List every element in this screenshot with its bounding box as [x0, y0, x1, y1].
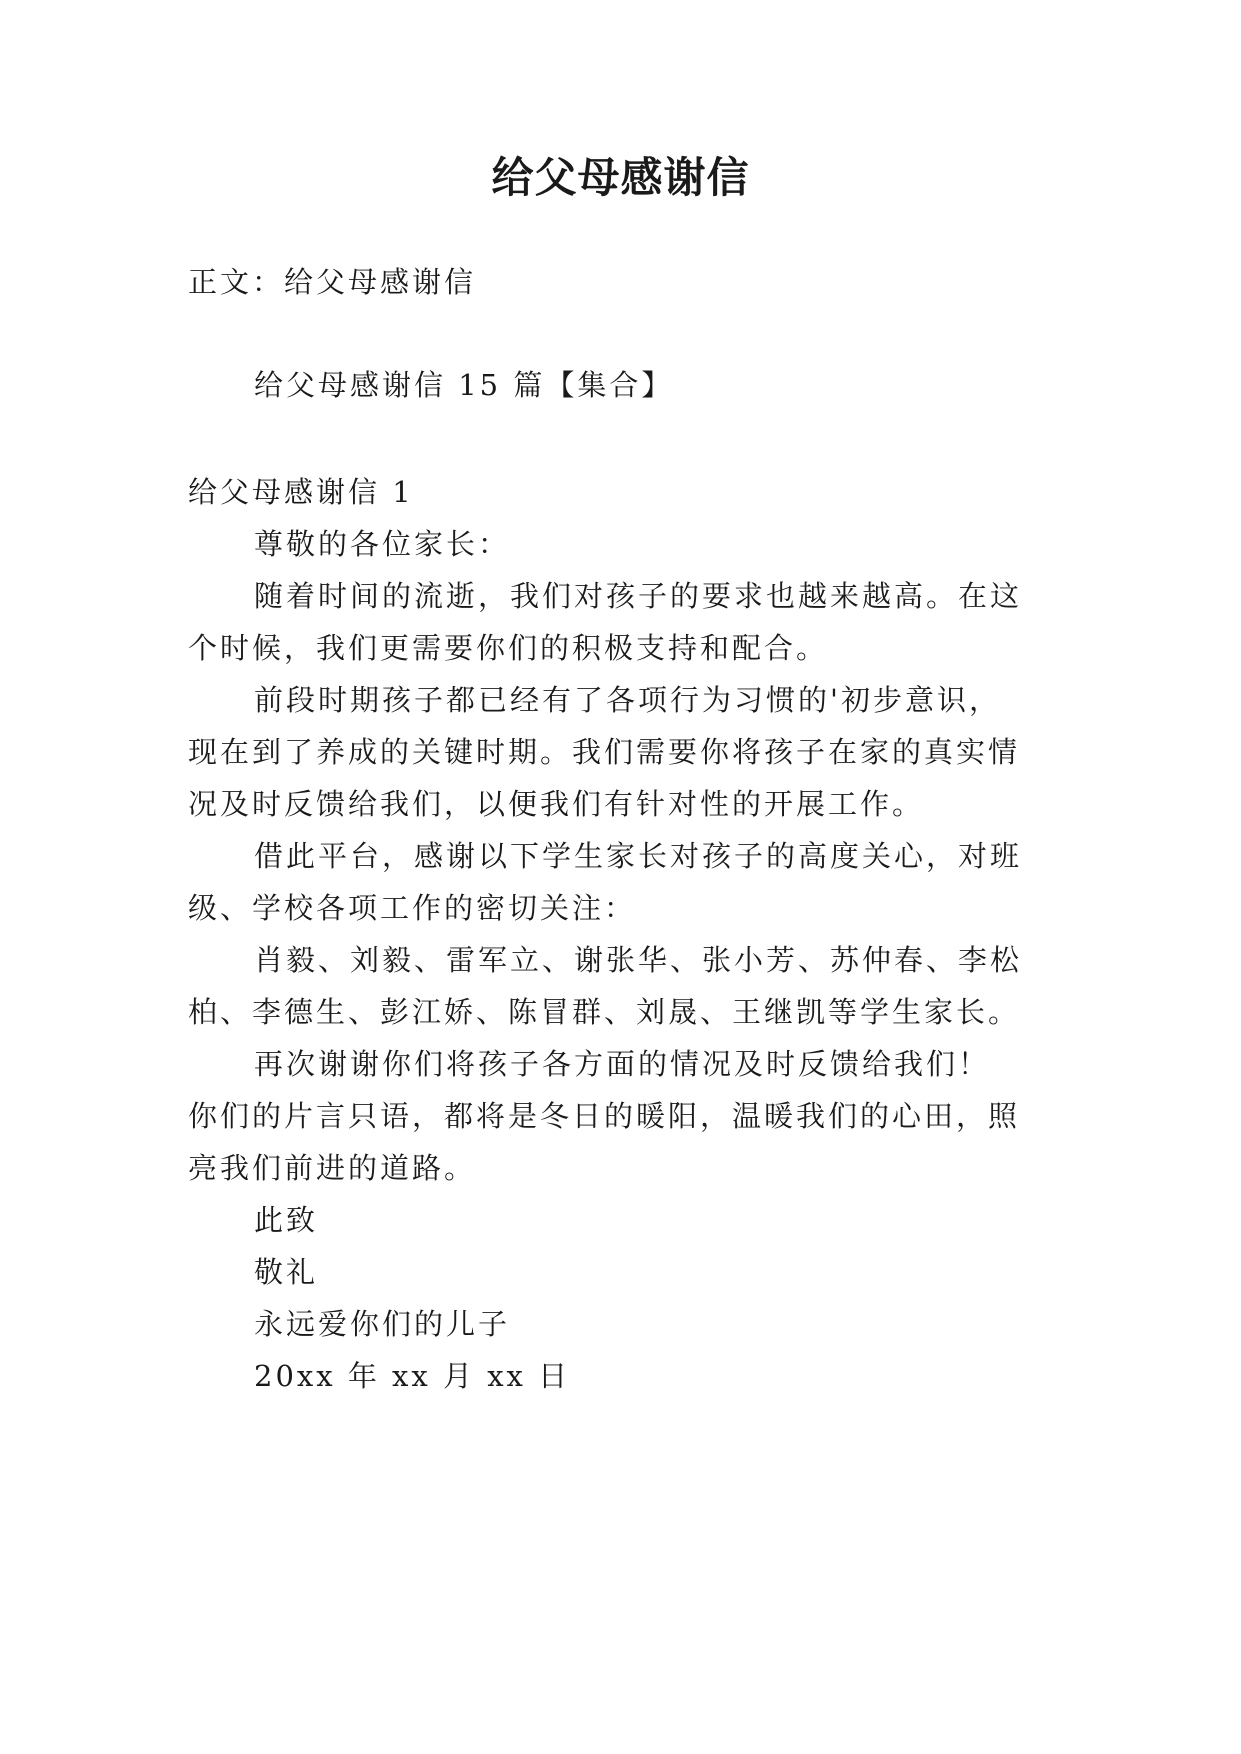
date: 20xx 年 xx 月 xx 日	[254, 1359, 571, 1393]
paragraph-line: 个时候，我们更需要你们的积极支持和配合。	[188, 631, 829, 665]
paragraph-line: 况及时反馈给我们，以便我们有针对性的开展工作。	[188, 787, 925, 821]
letter-heading: 给父母感谢信 1	[188, 475, 414, 509]
paragraph-line: 级、学校各项工作的密切关注：	[188, 891, 637, 925]
regards: 敬礼	[254, 1255, 319, 1289]
paragraph-line: 肖毅、刘毅、雷军立、谢张华、张小芳、苏仲春、李松	[254, 943, 1023, 977]
paragraph-line: 你们的片言只语，都将是冬日的暖阳，温暖我们的心田，照	[188, 1099, 1021, 1133]
paragraph-line: 借此平台，感谢以下学生家长对孩子的高度关心，对班	[254, 839, 1023, 873]
body-label: 正文：给父母感谢信	[188, 265, 477, 299]
paragraph-line: 前段时期孩子都已经有了各项行为习惯的'初步意识，	[254, 683, 1001, 717]
document-title: 给父母感谢信	[491, 153, 750, 202]
paragraph-line: 随着时间的流逝，我们对孩子的要求也越来越高。在这	[254, 579, 1023, 613]
closing: 此致	[254, 1203, 319, 1237]
paragraph-line: 现在到了养成的关键时期。我们需要你将孩子在家的真实情	[188, 735, 1021, 769]
paragraph-line: 柏、李德生、彭江娇、陈冒群、刘晟、王继凯等学生家长。	[188, 995, 1021, 1029]
paragraph-line: 再次谢谢你们将孩子各方面的情况及时反馈给我们！	[254, 1047, 991, 1081]
salutation: 尊敬的各位家长：	[254, 527, 511, 561]
collection-heading: 给父母感谢信 15 篇【集合】	[254, 368, 674, 402]
paragraph-line: 亮我们前进的道路。	[188, 1151, 477, 1185]
signature: 永远爱你们的儿子	[254, 1307, 511, 1341]
